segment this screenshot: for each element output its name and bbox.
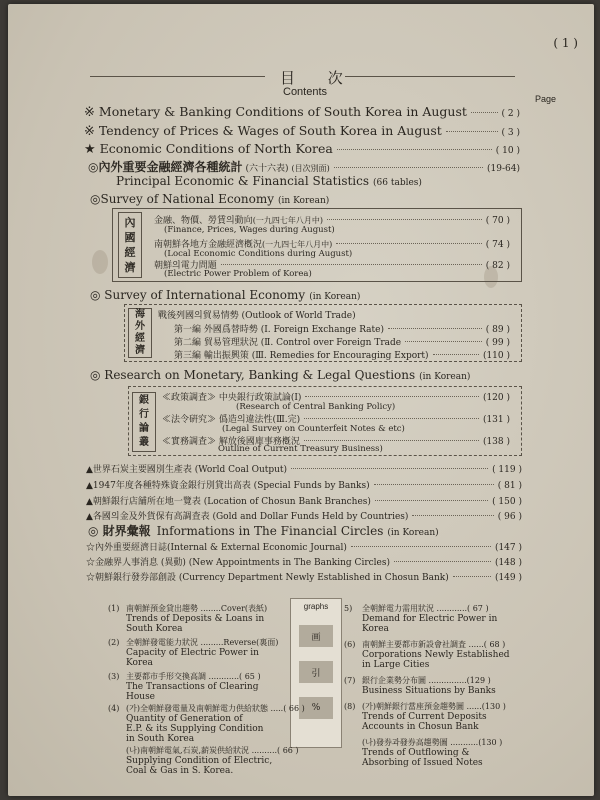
toc-entry-statistics[interactable]: ◎內外重要金融經濟各種統計 (六十六表) (目次別面) (19-64): [88, 160, 520, 174]
graph-item[interactable]: (7) 銀行企業勢分布圖 ...............(129 ) Business Situations by Banks: [344, 676, 496, 696]
toc-entry[interactable]: ≪實務調査≫ 解放後國庫事務槪況 (138 ): [162, 437, 510, 447]
toc-entry[interactable]: 第二編 貿易管理狀況 (Ⅱ. Control over Foreign Trade ( 99 ): [174, 338, 510, 348]
entry-translation: (Finance, Prices, Wages during August): [164, 225, 335, 235]
graph-item[interactable]: (나)南朝鮮電氣,石炭,薪炭供給狀況 ..........( 66 ) Supplying Condition of Electric, Coal & Gas in S. Korea.: [126, 746, 299, 776]
graph-item[interactable]: (1) 南朝鮮預金貸出趨勢 ........Cover(表紙) Trends of Deposits & Loans in South Korea: [108, 604, 268, 634]
title-rule-left: [90, 76, 265, 77]
toc-entry[interactable]: 南朝鮮各地方金融經濟槪況 (一九四七年八月中) ( 74 ): [154, 240, 510, 250]
section-heading-research: ◎ Research on Monetary, Banking & Legal Questions (in Korean): [90, 368, 471, 382]
page-number: ( 1 ): [553, 36, 578, 50]
toc-entry[interactable]: ▲各國의金及外貨保有高調査表 (Gold and Dollar Funds Held by Countries) ( 96 ): [86, 512, 522, 522]
toc-entry[interactable]: ※ Tendency of Prices & Wages of South Korea in August ( 3 ): [84, 123, 520, 139]
page-subtitle: Contents: [283, 86, 328, 98]
statistics-english-title: Principal Economic & Financial Statistics (66 tables): [116, 174, 422, 188]
toc-entry[interactable]: ▲世界石炭主要國別生產表 (World Coal Output) ( 119 ): [86, 465, 522, 475]
graph-item[interactable]: 5) 全朝鮮電力需用狀況 ............( 67 ) Demand for Electric Power in Korea: [344, 604, 498, 634]
toc-entry[interactable]: ※ Monetary & Banking Conditions of South Korea in August ( 2 ): [84, 104, 520, 120]
graph-item[interactable]: (2) 全朝鮮發電能力狀況 .........Reverse(裏面) Capacity of Electric Power in Korea: [108, 638, 279, 668]
section-heading-national: ◎Survey of National Economy (in Korean): [90, 192, 330, 206]
toc-entry[interactable]: 金融、物價、勞賃의動向 (一九四七年八月中) ( 70 ): [154, 216, 510, 226]
section-heading-info: ◎ 財界彙報 Informations in The Financial Circles (in Korean): [88, 524, 439, 538]
section-tag-international: 海 外 經 濟: [128, 308, 152, 358]
international-intro: 戰後列國의貿易情勢 (Outlook of World Trade): [158, 311, 356, 321]
entry-translation: (Electric Power Problem of Korea): [164, 269, 312, 279]
toc-entry[interactable]: ▲朝鮮銀行店舗所在地一覽表 (Location of Chosun Bank Branches) ( 150 ): [86, 497, 522, 507]
graph-item[interactable]: (4) (가)全朝鮮發電量及南朝鮮電力供給狀態 .....( 66 ) Quantity of Generation of E.P. & its Supplying Condition in South Korea: [108, 704, 305, 744]
graph-item[interactable]: (3) 主要都市手形交換高調 ............( 65 ) The Transactions of Clearing House: [108, 672, 261, 702]
toc-entry[interactable]: ☆朝鮮銀行發券部創設 (Currency Department Newly Established in Chosun Bank) (149 ): [86, 573, 522, 583]
toc-entry[interactable]: 第三編 輸出振興策 (Ⅲ. Remedies for Encouraging Export) (110 ): [174, 351, 510, 361]
graph-item[interactable]: (6) 南朝鮮主要都市新設會社調査 ......( 68 ) Corporations Newly Established in Large Cities: [344, 640, 510, 670]
title-rule-right: [345, 76, 515, 77]
graphs-label-panel: graphs 画 引 %: [290, 598, 342, 748]
entry-translation: (Research of Central Banking Policy): [236, 402, 396, 412]
graph-item[interactable]: (나)發券과發券高趨勢圖 ...........(130 ) Trends of Outflowing & Absorbing of Issued Notes: [362, 738, 503, 768]
toc-entry[interactable]: ☆內外重要經濟日誌(Internal & External Economic Journal) (147 ): [86, 543, 522, 553]
paper-stain: [92, 250, 108, 274]
toc-entry[interactable]: ≪法令硏究≫ 僞造의違法性(Ⅲ.完) (131 ): [162, 415, 510, 425]
section-tag-national: 內 國 經 濟: [118, 212, 142, 278]
entry-translation: (Local Economic Conditions during August): [164, 249, 353, 259]
toc-entry[interactable]: ★ Economic Conditions of North Korea ( 10 ): [84, 141, 520, 157]
toc-entry[interactable]: ▲1947年度各種特殊資金銀行別貸出高表 (Special Funds by Banks) ( 81 ): [86, 481, 522, 491]
entry-translation: (Legal Survey on Counterfeit Notes & etc): [222, 424, 405, 434]
entry-translation: Outline of Current Treasury Business): [218, 444, 383, 454]
toc-entry[interactable]: ≪政策調査≫ 中央銀行政策試論(Ⅰ) (120 ): [162, 393, 510, 403]
section-tag-research: 銀 行 論 叢: [132, 392, 156, 452]
page-column-header: Page: [534, 94, 556, 104]
toc-entry[interactable]: 第一編 外國爲替時勢 (Ⅰ. Foreign Exchange Rate) ( 89 ): [174, 325, 510, 335]
toc-entry[interactable]: ☆金融界人事消息 (異動) (New Appointments in The Banking Circles) (148 ): [86, 558, 522, 568]
graph-item[interactable]: (8) (가)朝鮮銀行當座預金趨勢圖 ......(130 ) Trends of Current Deposits Accounts in Chosun Bank: [344, 702, 506, 732]
page-title: 目 次: [280, 69, 357, 87]
toc-entry[interactable]: 朝鮮의電力問題 ( 82 ): [154, 261, 510, 271]
section-heading-international: ◎ Survey of International Economy (in Korean): [90, 288, 361, 302]
